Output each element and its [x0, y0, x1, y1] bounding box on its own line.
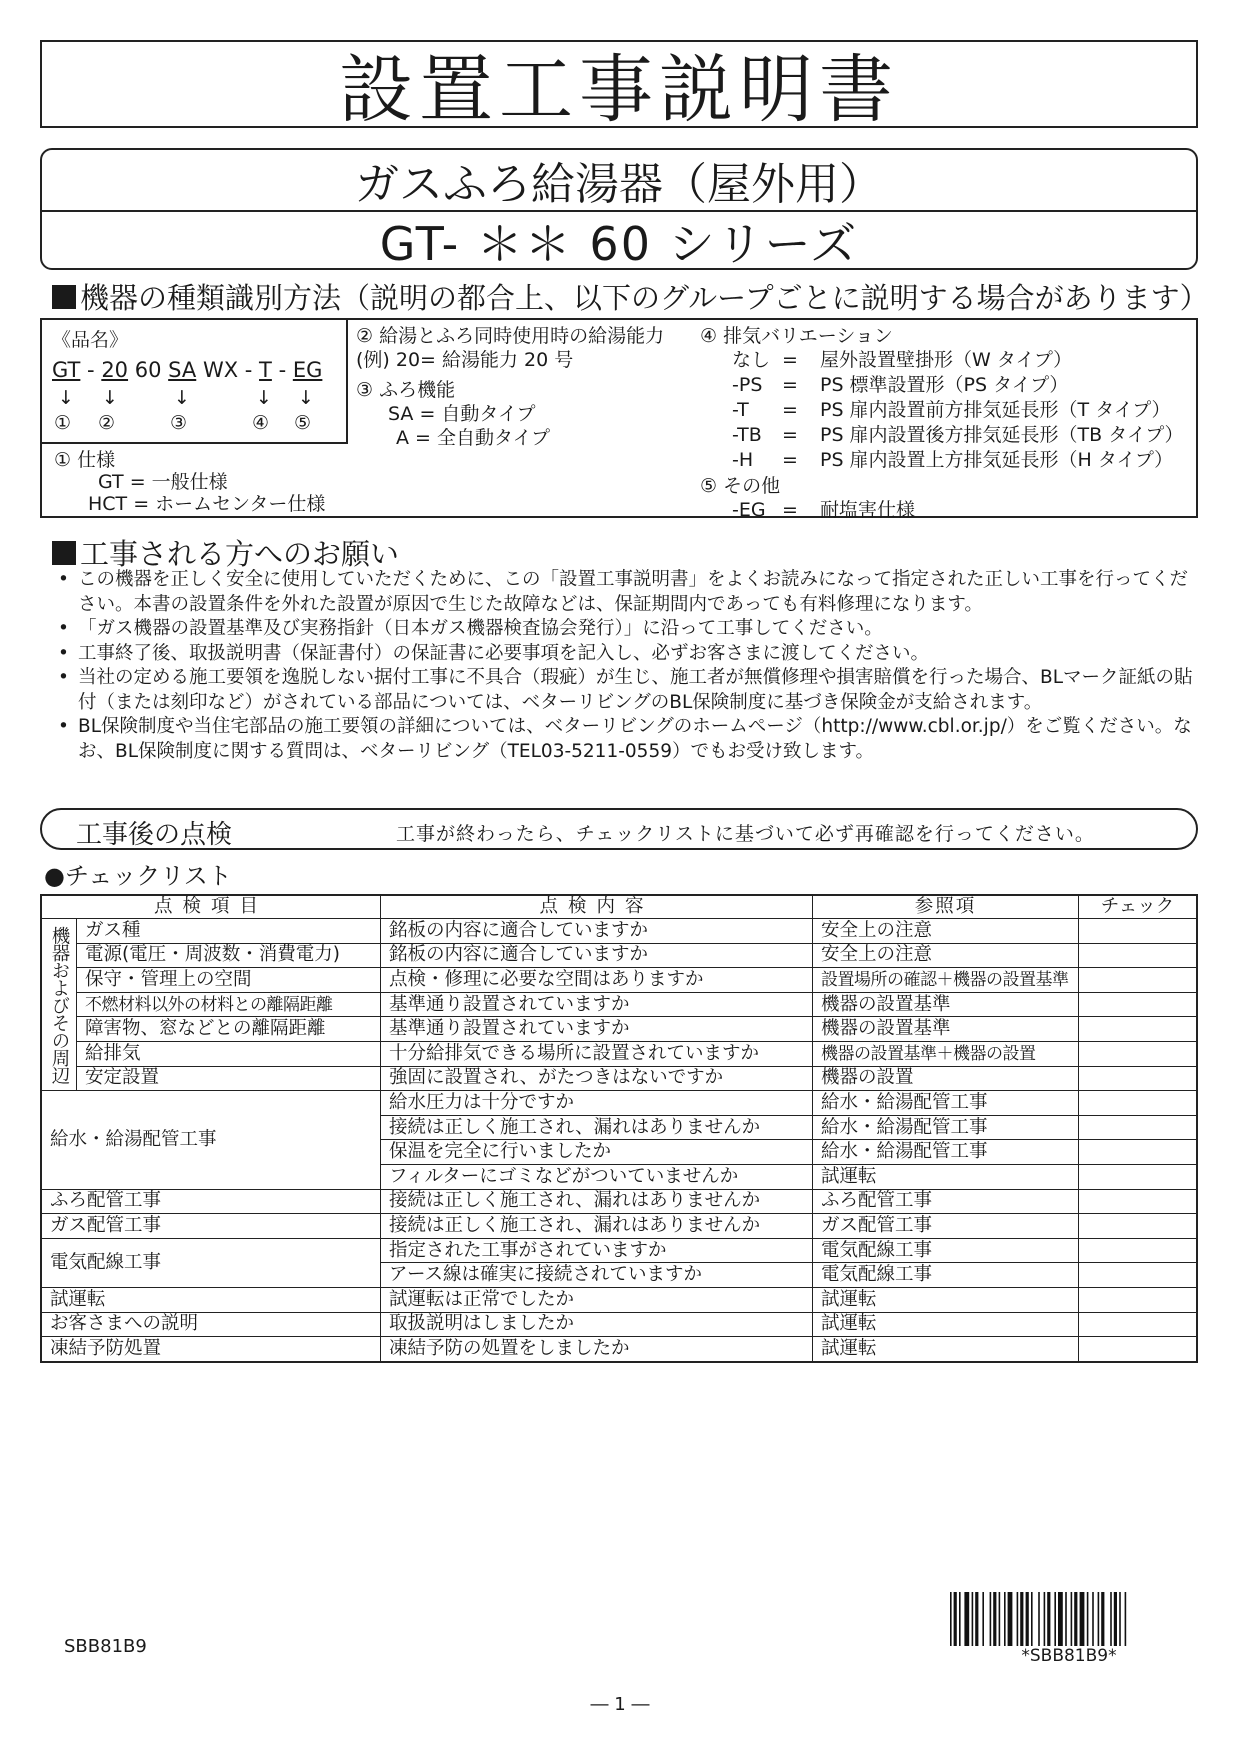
barcode-bar: [1058, 1592, 1063, 1646]
check-ref: 電気配線工事: [813, 1263, 1079, 1288]
check-item: 保守・管理上の空間: [77, 968, 381, 993]
check-box[interactable]: [1079, 1140, 1198, 1165]
check-content: 基準通り設置されていますか: [381, 992, 813, 1017]
model-part: WX: [202, 358, 239, 382]
check-item: 安定設置: [77, 1066, 381, 1091]
bath-title: ③ ふろ機能: [356, 379, 456, 401]
circled-number: ③: [170, 412, 188, 434]
check-ref: 機器の設置基準＋機器の設置: [813, 1041, 1079, 1066]
check-content: 銘板の内容に適合していますか: [381, 919, 813, 944]
check-ref: 機器の設置: [813, 1066, 1079, 1091]
capacity-title: ② 給湯とふろ同時使用時の給湯能力: [356, 325, 665, 347]
model-label: 《品名》: [52, 329, 129, 351]
model-part: T: [259, 358, 272, 382]
barcode-bar: [959, 1592, 961, 1646]
barcode-bar: [1054, 1592, 1056, 1646]
request-item: • 当社の定める施工要領を逸脱しない据付工事に不具合（瑕疵）が生じ、施工者が無償修理や損害賠償を行った場合、BLマーク証紙の貼付（または刻印など）がされている部品については、ベターリビングのBL保険制度に基づき保険金が支給されます。: [52, 666, 1202, 715]
request-item: • 工事終了後、取扱説明書（保証書付）の保証書に必要事項を記入し、必ずお客さまに渡してください。: [52, 642, 1202, 667]
column-header: チェック: [1079, 895, 1198, 919]
barcode-bar: [954, 1592, 957, 1646]
page-number: ― 1 ―: [590, 1694, 650, 1715]
check-ref: 給水・給湯配管工事: [813, 1091, 1079, 1116]
barcode-bar: [1080, 1592, 1085, 1646]
arrow-down-icon: ↓: [298, 387, 314, 409]
barcode-bar: [1047, 1592, 1050, 1646]
barcode-bar: [990, 1592, 992, 1646]
check-box[interactable]: [1079, 943, 1198, 968]
check-box[interactable]: [1079, 1066, 1198, 1091]
table-row: [41, 1066, 1197, 1091]
barcode-bar: [1087, 1592, 1089, 1646]
model-part: -: [244, 358, 253, 382]
exhaust-item: なし = 屋外設置壁掛形（W タイプ）: [732, 349, 1073, 371]
checklist-table: [40, 894, 1198, 1363]
check-box[interactable]: [1079, 1337, 1198, 1362]
model-part: -: [87, 358, 95, 382]
barcode-bar: [1008, 1592, 1013, 1646]
requests-list: [52, 568, 1202, 764]
check-content: 指定された工事がされていますか: [381, 1238, 813, 1263]
document-title: 設置工事説明書: [40, 40, 1198, 128]
model-part: 60: [134, 358, 162, 382]
barcode: [950, 1592, 1188, 1646]
exhaust-list: [732, 348, 1192, 473]
square-bullet-icon: [52, 541, 76, 565]
inspection-title: 工事後の点検: [76, 820, 233, 850]
check-content: 凍結予防の処置をしましたか: [381, 1337, 813, 1362]
other-title: ⑤ その他: [700, 475, 781, 497]
table-row: [41, 1214, 1197, 1239]
square-bullet-icon: [52, 285, 76, 309]
requests-heading-text: 工事される方へのお願い: [80, 537, 400, 571]
spec-title: ① 仕様: [54, 449, 116, 471]
check-item: 凍結予防処置: [41, 1337, 381, 1362]
check-item: お客さまへの説明: [41, 1312, 381, 1337]
product-name: ガスふろ給湯器（屋外用）: [42, 150, 1196, 212]
check-box[interactable]: [1079, 992, 1198, 1017]
check-content: 銘板の内容に適合していますか: [381, 943, 813, 968]
barcode-bar: [964, 1592, 969, 1646]
model-part: -: [278, 358, 287, 382]
check-box[interactable]: [1079, 1238, 1198, 1263]
check-box[interactable]: [1079, 1041, 1198, 1066]
check-item: 試運転: [41, 1287, 381, 1312]
checklist-heading: ●チェックリスト: [44, 862, 232, 890]
barcode-bar: [1092, 1592, 1094, 1646]
inspection-description: 工事が終わったら、チェックリストに基づいて必ず再確認を行ってください。: [396, 823, 1095, 845]
check-ref: 設置場所の確認＋機器の設置基準: [813, 968, 1079, 993]
check-box[interactable]: [1079, 1164, 1198, 1189]
check-content: 保温を完全に行いましたか: [381, 1140, 813, 1165]
check-content: 点検・修理に必要な空間はありますか: [381, 968, 813, 993]
arrow-down-icon: ↓: [256, 387, 272, 409]
check-box[interactable]: [1079, 1214, 1198, 1239]
model-code: [52, 358, 322, 383]
check-item: 障害物、窓などとの離隔距離: [77, 1017, 381, 1042]
check-ref: 試運転: [813, 1312, 1079, 1337]
barcode-bar: [975, 1592, 978, 1646]
table-row: [41, 1017, 1197, 1042]
circled-number: ⑤: [294, 412, 312, 434]
check-content: フィルターにゴミなどがついていませんか: [381, 1164, 813, 1189]
barcode-bar: [972, 1592, 974, 1646]
table-row: [41, 1337, 1197, 1362]
table-row: [41, 1041, 1197, 1066]
check-item: 給排気: [77, 1041, 381, 1066]
column-header: 点検項目: [41, 895, 381, 919]
table-row: [41, 919, 1197, 944]
model-part: SA: [168, 358, 197, 382]
check-ref: 機器の設置基準: [813, 992, 1079, 1017]
barcode-bar: [1017, 1592, 1019, 1646]
check-box[interactable]: [1079, 968, 1198, 993]
check-ref: ふろ配管工事: [813, 1189, 1079, 1214]
barcode-bar: [1071, 1592, 1073, 1646]
table-row: [41, 1091, 1197, 1116]
check-ref: 給水・給湯配管工事: [813, 1140, 1079, 1165]
bath-item: SA = 自動タイプ: [388, 403, 536, 425]
table-row: [41, 1189, 1197, 1214]
barcode-bar: [999, 1592, 1001, 1646]
check-content: 接続は正しく施工され、漏れはありませんか: [381, 1115, 813, 1140]
barcode-bar: [1119, 1592, 1121, 1646]
barcode-bar: [1101, 1592, 1104, 1646]
table-row: [41, 943, 1197, 968]
check-box[interactable]: [1079, 1263, 1198, 1288]
check-content: 強固に設置され、がたつきはないですか: [381, 1066, 813, 1091]
barcode-bar: [1074, 1592, 1077, 1646]
bath-item: A = 全自動タイプ: [396, 427, 551, 449]
barcode-bar: [982, 1592, 984, 1646]
barcode-bar: [1110, 1592, 1112, 1646]
barcode-bar: [1044, 1592, 1046, 1646]
column-header: 参照項: [813, 895, 1079, 919]
check-content: 試運転は正常でしたか: [381, 1287, 813, 1312]
arrow-down-icon: ↓: [174, 387, 190, 409]
check-ref: 給水・給湯配管工事: [813, 1115, 1079, 1140]
identification-heading: [52, 276, 1209, 317]
circled-number: ④: [252, 412, 270, 434]
other-item: -EG = 耐塩害仕様: [732, 499, 916, 521]
inspection-banner: [40, 808, 1198, 850]
check-content: 接続は正しく施工され、漏れはありませんか: [381, 1214, 813, 1239]
exhaust-title: ④ 排気バリエーション: [700, 325, 893, 347]
barcode-bar: [950, 1592, 952, 1646]
group-label: 機器およびその周辺: [41, 919, 77, 1091]
check-content: 取扱説明はしましたか: [381, 1312, 813, 1337]
check-item: 電源(電圧・周波数・消費電力): [77, 943, 381, 968]
check-ref: 機器の設置基準: [813, 1017, 1079, 1042]
circled-number: ①: [54, 412, 72, 434]
check-ref: 試運転: [813, 1337, 1079, 1362]
check-item: 給水・給湯配管工事: [41, 1091, 381, 1189]
check-box[interactable]: [1079, 919, 1198, 944]
barcode-label: *SBB81B9*: [1021, 1646, 1117, 1666]
model-part: EG: [292, 358, 323, 382]
check-box[interactable]: [1079, 1287, 1198, 1312]
barcode-bar: [1026, 1592, 1029, 1646]
spec-item: GT = 一般仕様: [98, 471, 228, 493]
check-content: 接続は正しく施工され、漏れはありませんか: [381, 1189, 813, 1214]
capacity-example: (例) 20= 給湯能力 20 号: [356, 349, 574, 371]
check-ref: 電気配線工事: [813, 1238, 1079, 1263]
circled-number: ②: [98, 412, 116, 434]
check-ref: 安全上の注意: [813, 919, 1079, 944]
product-box: [40, 148, 1198, 270]
exhaust-item: -T = PS 扉内設置前方排気延長形（T タイプ）: [732, 399, 1171, 421]
identification-heading-text: 機器の種類識別方法（説明の都合上、以下のグループごとに説明する場合があります）: [80, 281, 1209, 315]
barcode-bar: [1065, 1592, 1067, 1646]
exhaust-item: -PS = PS 標準設置形（PS タイプ）: [732, 374, 1069, 396]
check-content: アース線は確実に接続されていますか: [381, 1263, 813, 1288]
model-part: 20: [101, 358, 129, 382]
exhaust-item: -H = PS 扉内設置上方排気延長形（H タイプ）: [732, 449, 1174, 471]
column-header: 点検内容: [381, 895, 813, 919]
table-row: [41, 1287, 1197, 1312]
check-item: ふろ配管工事: [41, 1189, 381, 1214]
check-content: 十分給排気できる場所に設置されていますか: [381, 1041, 813, 1066]
identification-box: [40, 318, 1198, 521]
barcode-bar: [1004, 1592, 1006, 1646]
barcode-bar: [1038, 1592, 1040, 1646]
spec-item: HCT = ホームセンター仕様: [88, 493, 326, 515]
check-item: ガス配管工事: [41, 1214, 381, 1239]
check-item: 不燃材料以外の材料との離隔距離: [77, 992, 381, 1017]
table-row: [41, 1238, 1197, 1263]
barcode-bar: [1098, 1592, 1100, 1646]
table-row: [41, 1312, 1197, 1337]
barcode-bar: [993, 1592, 996, 1646]
check-content: 給水圧力は十分ですか: [381, 1091, 813, 1116]
request-item: • BL保険制度や当住宅部品の施工要領の詳細については、ベターリビングのホームページ（http://www.cbl.or.jp/）をご覧ください。なお、BL保険制度に関する質問は、ベターリビング（TEL03-5211-0559）でもお受け致します。: [52, 715, 1202, 764]
check-box[interactable]: [1079, 1312, 1198, 1337]
arrow-down-icon: ↓: [58, 387, 74, 409]
check-content: 基準通り設置されていますか: [381, 1017, 813, 1042]
check-item: 電気配線工事: [41, 1238, 381, 1287]
request-item: • この機器を正しく安全に使用していただくために、この「設置工事説明書」をよくお読みになって指定された正しい工事を行ってください。本書の設置条件を外れた設置が原因で生じた故障などは、保証期間内であっても有料修理になります。: [52, 568, 1202, 617]
check-item: ガス種: [77, 919, 381, 944]
product-series: GT- ＊＊ 60 シリーズ: [379, 217, 859, 271]
exhaust-item: -TB = PS 扉内設置後方排気延長形（TB タイプ）: [732, 424, 1184, 446]
barcode-bar: [1031, 1592, 1033, 1646]
check-box[interactable]: [1079, 1017, 1198, 1042]
requests-heading: [52, 532, 399, 573]
check-box[interactable]: [1079, 1189, 1198, 1214]
check-ref: ガス配管工事: [813, 1214, 1079, 1239]
document-code: SBB81B9: [64, 1636, 147, 1657]
barcode-bar: [1114, 1592, 1117, 1646]
check-box[interactable]: [1079, 1115, 1198, 1140]
check-ref: 試運転: [813, 1164, 1079, 1189]
arrow-down-icon: ↓: [102, 387, 118, 409]
table-header-row: [41, 895, 1197, 919]
check-ref: 安全上の注意: [813, 943, 1079, 968]
barcode-bar: [1020, 1592, 1023, 1646]
request-item: • 「ガス機器の設置基準及び実務指針（日本ガス機器検査協会発行）」に沿って工事してください。: [52, 617, 1202, 642]
check-ref: 試運転: [813, 1287, 1079, 1312]
barcode-bar: [1125, 1592, 1127, 1646]
table-row: [41, 968, 1197, 993]
model-part: GT: [52, 358, 81, 382]
table-row: [41, 992, 1197, 1017]
check-box[interactable]: [1079, 1091, 1198, 1116]
